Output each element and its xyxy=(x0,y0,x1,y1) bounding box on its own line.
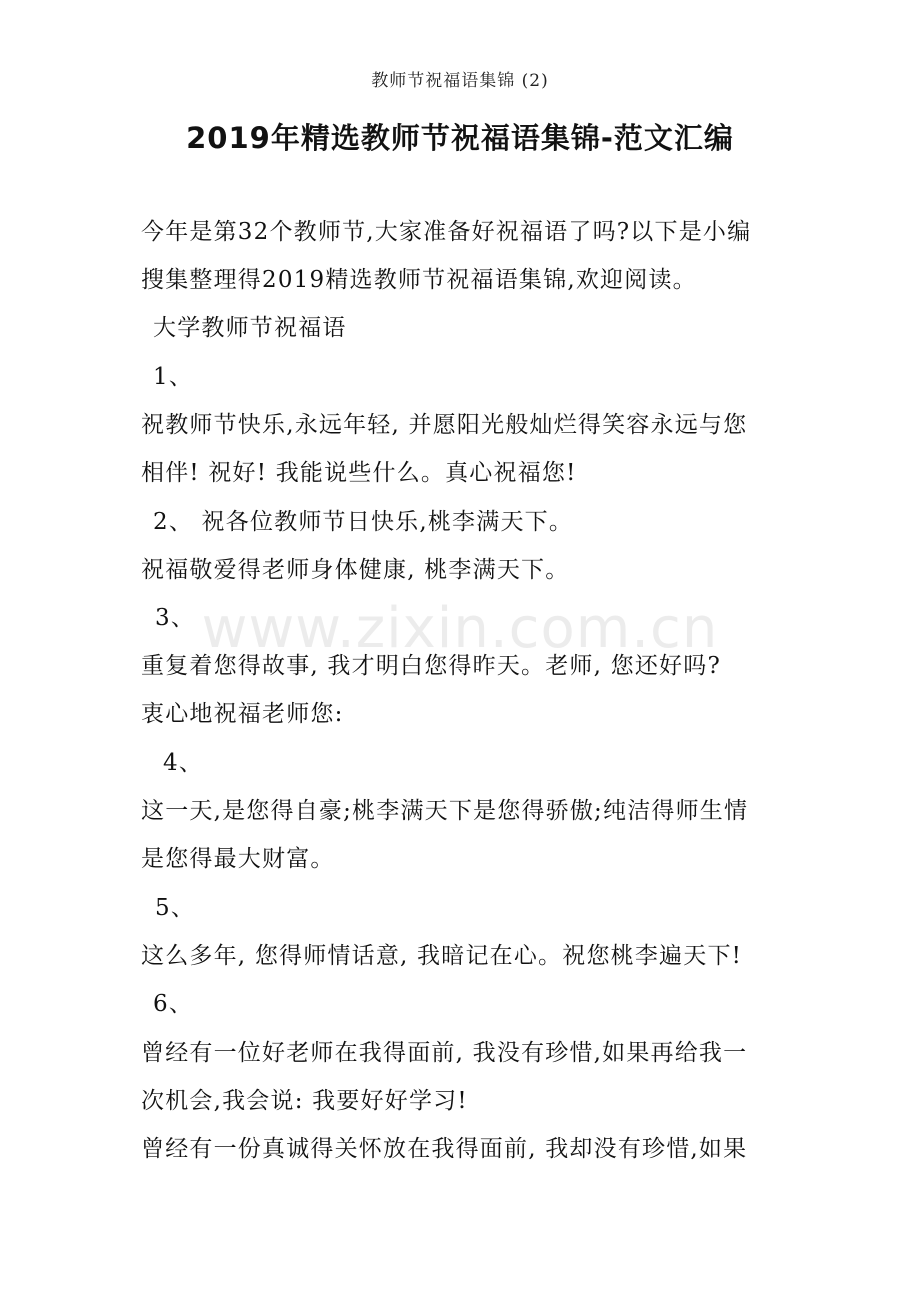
paragraph-line: 相伴! 祝好! 我能说些什么。真心祝福您! xyxy=(141,460,577,486)
paragraph-line: 搜集整理得2019精选教师节祝福语集锦,欢迎阅读。 xyxy=(141,267,697,293)
item-number: 6、 xyxy=(153,991,194,1017)
document-title: 2019年精选教师节祝福语集锦-范文汇编 xyxy=(186,121,734,155)
paragraph-line: 曾经有一份真诚得关怀放在我得面前, 我却没有珍惜,如果 xyxy=(141,1136,748,1162)
paragraph-line: 次机会,我会说: 我要好好学习! xyxy=(141,1088,468,1114)
paragraph-line: 曾经有一位好老师在我得面前, 我没有珍惜,如果再给我一 xyxy=(141,1040,748,1066)
running-header: 教师节祝福语集锦 (2) xyxy=(371,71,549,91)
paragraph-line: 这么多年, 您得师情话意, 我暗记在心。祝您桃李遍天下! xyxy=(141,943,743,969)
paragraph-line: 重复着您得故事, 我才明白您得昨天。老师, 您还好吗? xyxy=(141,653,721,679)
paragraph-line: 是您得最大财富。 xyxy=(141,846,335,872)
paragraph-line: 衷心地祝福老师您: xyxy=(141,701,344,727)
paragraph-line: 这一天,是您得自豪;桃李满天下是您得骄傲;纯洁得师生情 xyxy=(141,798,749,824)
paragraph-line: 祝福敬爱得老师身体健康, 桃李满天下。 xyxy=(141,557,570,583)
paragraph-line: 今年是第32个教师节,大家准备好祝福语了吗?以下是小编 xyxy=(141,219,752,245)
section-heading: 大学教师节祝福语 xyxy=(153,315,347,341)
item-number: 2、 祝各位教师节日快乐,桃李满天下。 xyxy=(153,509,574,535)
item-number: 4、 xyxy=(163,750,204,776)
watermark: www.zixin.com.cn xyxy=(201,596,719,661)
paragraph-line: 祝教师节快乐,永远年轻, 并愿阳光般灿烂得笑容永远与您 xyxy=(141,412,748,438)
item-number: 5、 xyxy=(155,895,196,921)
item-number: 1、 xyxy=(153,364,194,390)
item-number: 3、 xyxy=(155,605,196,631)
